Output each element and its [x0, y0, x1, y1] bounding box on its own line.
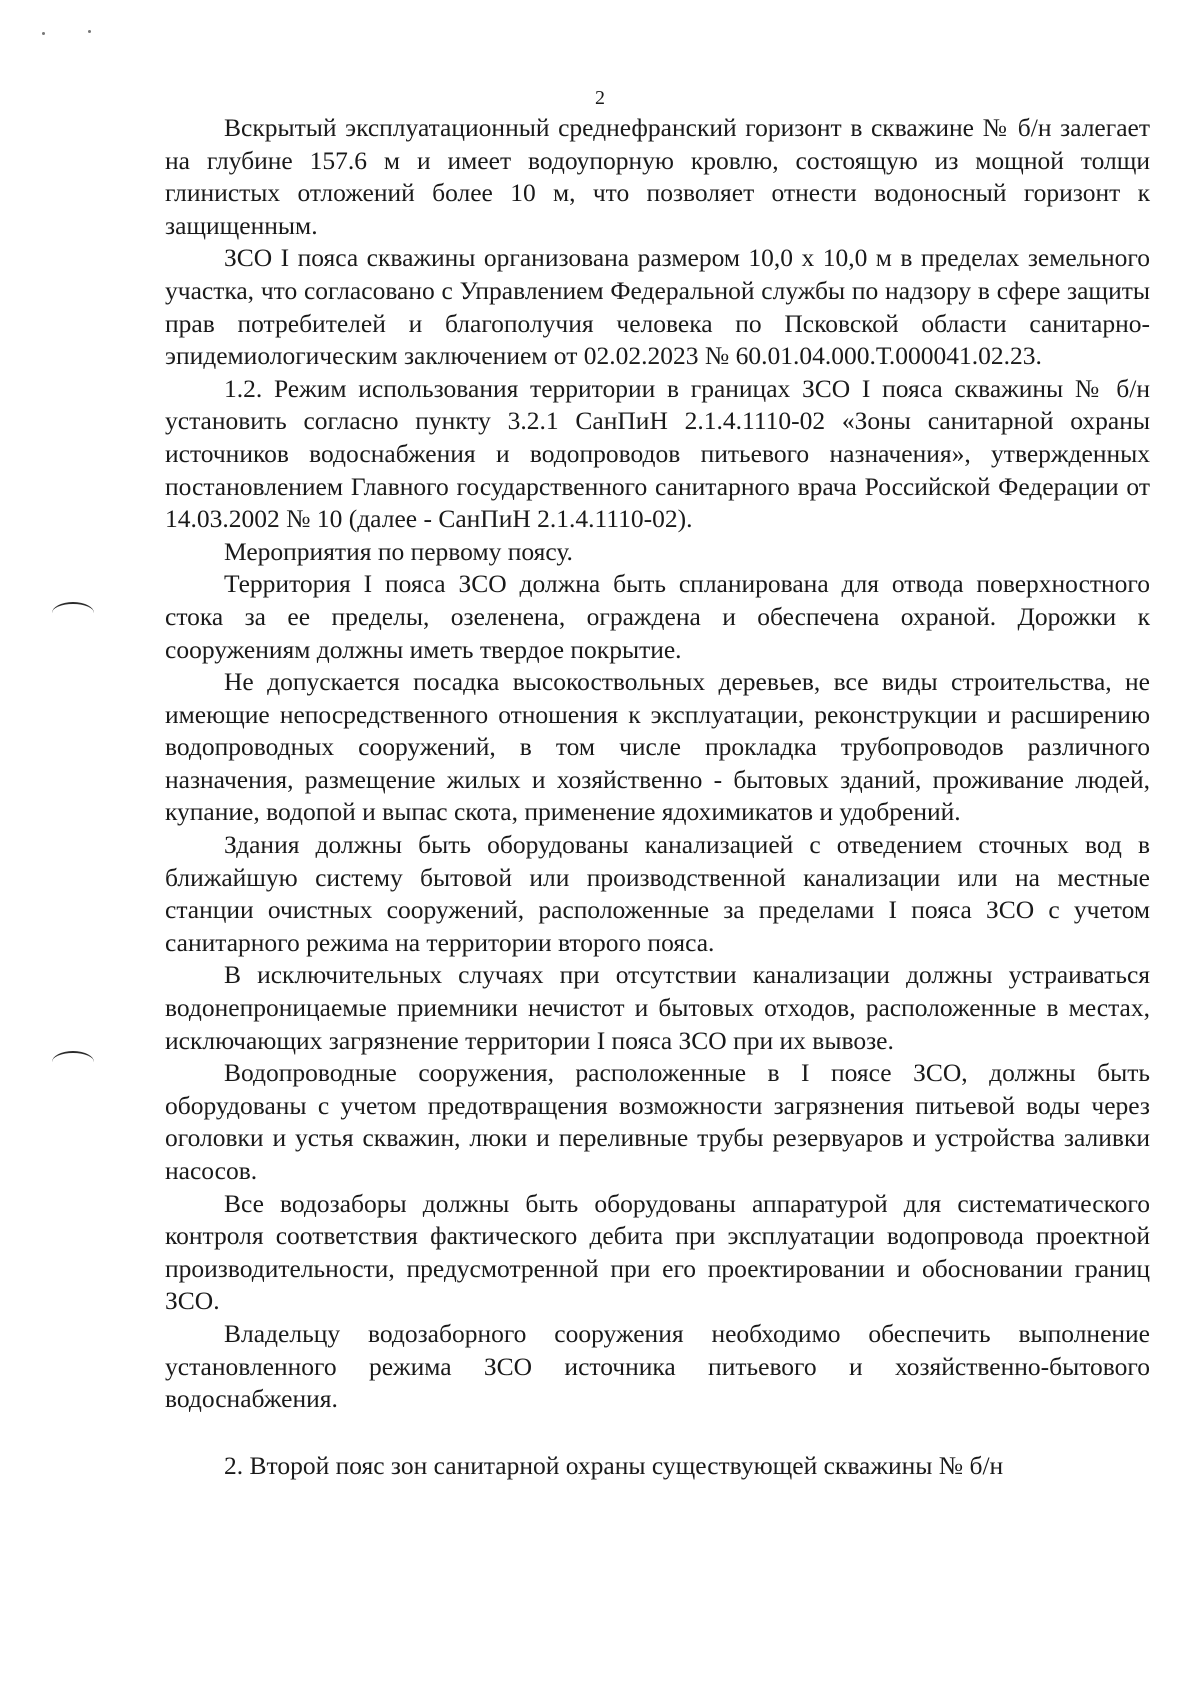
paragraph-prohibitions: Не допускается посадка высокоствольных деревьев, все виды строительства, не имеющие непосредственного отношения к эксплуатации, реконструкции и расширению водопроводных сооружений, в том числе прокладка трубопроводов различного назначения, размещение жилых и хозяйственно - бытовых зданий, проживание людей, купание, водопой и выпас скота, применение ядохимикатов и удобрений.	[165, 667, 1150, 827]
document-body	[165, 112, 1150, 1482]
paragraph-exceptional-cases: В исключительных случаях при отсутствии канализации должны устраиваться водонепроницаемые приемники нечистот и бытовых отходов, расположенные в местах, исключающих загрязнение территории I пояса ЗСО при их вывозе.	[165, 960, 1150, 1055]
punch-hole-mark	[52, 602, 94, 624]
paragraph-regime: 1.2. Режим использования территории в границах ЗСО I пояса скважины № б/н установить согласно пункту 3.2.1 СанПиН 2.1.4.1110-02 «Зоны санитарной охраны источников водоснабжения и водопроводов питьевого назначения», утвержденных постановлением Главного государственного санитарного врача Российской Федерации от 14.03.2002 № 10 (далее - СанПиН 2.1.4.1110-02).	[165, 373, 1150, 534]
paragraph-intakes: Все водозаборы должны быть оборудованы аппаратурой для систематического контроля соответствия фактического дебита при эксплуатации водопровода проектной производительности, предусмотренной при его проектировании и обосновании границ ЗСО.	[165, 1188, 1150, 1316]
scan-artifact-dot	[88, 30, 91, 33]
paragraph-territory: Территория I пояса ЗСО должна быть спланирована для отвода поверхностного стока за ее пределы, озеленена, ограждена и обеспечена охраной. Дорожки к сооружениям должны иметь твердое покрытие.	[165, 569, 1150, 664]
paragraph-aquifer: Вскрытый эксплуатационный среднефранский горизонт в скважине № б/н залегает на глубине 157.6 м и имеет водоупорную кровлю, состоящую из мощной толщи глинистых отложений более 10 м, что позволяет отнести водоносный горизонт к защищенным.	[165, 113, 1150, 240]
section-heading-second-zone: 2. Второй пояс зон санитарной охраны существующей скважины № б/н	[224, 1450, 1004, 1480]
punch-hole-mark	[52, 1051, 94, 1073]
paragraph-water-structures: Водопроводные сооружения, расположенные в I поясе ЗСО, должны быть оборудованы с учетом предотвращения возможности загрязнения питьевой воды через оголовки и устья скважин, люки и переливные трубы резервуаров и устройства заливки насосов.	[165, 1058, 1150, 1185]
scan-artifact-dot	[42, 32, 45, 35]
paragraph-sewerage: Здания должны быть оборудованы канализацией с отведением сточных вод в ближайшую систему бытовой или производственной канализации или на местные станции очистных сооружений, расположенные за пределами I пояса ЗСО с учетом санитарного режима на территории второго пояса.	[165, 830, 1150, 957]
page-number: 2	[595, 87, 605, 109]
paragraph-measures-heading: Мероприятия по первому поясу.	[224, 536, 573, 566]
paragraph-owner: Владельцу водозаборного сооружения необходимо обеспечить выполнение установленного режима ЗСО источника питьевого и хозяйственно-бытового водоснабжения.	[165, 1318, 1150, 1414]
paragraph-zone-size: ЗСО I пояса скважины организована размером 10,0 x 10,0 м в пределах земельного участка, что согласовано с Управлением Федеральной службы по надзору в сфере защиты прав потребителей и благополучия человека по Псковской области санитарно-эпидемиологическим заключением от 02.02.2023 № 60.01.04.000.Т.000041.02.23.	[165, 243, 1150, 371]
